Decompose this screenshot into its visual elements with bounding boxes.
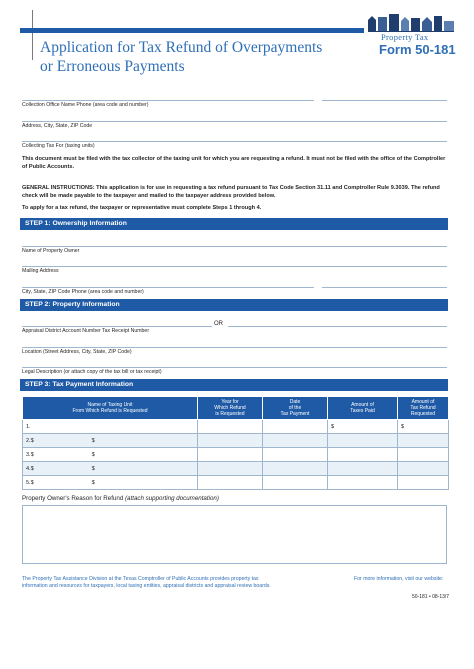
col-refund <box>398 397 449 420</box>
date-cell[interactable] <box>263 448 328 462</box>
table-row <box>23 448 449 462</box>
address-field[interactable] <box>22 121 447 122</box>
mailing-address-label: Mailing Address <box>22 268 59 274</box>
col-year <box>198 397 263 420</box>
refund-cell[interactable] <box>398 420 449 434</box>
form-number: Form 50-181 <box>379 42 456 57</box>
tax-receipt-field[interactable] <box>228 326 447 327</box>
currency-sign: $ <box>91 451 95 458</box>
taxing-unit-cell[interactable] <box>23 462 198 476</box>
header-bar <box>20 28 364 33</box>
collecting-tax-for-field[interactable] <box>22 141 447 142</box>
reason-label-note: (attach supporting documentation) <box>125 495 219 502</box>
currency-sign: $ <box>30 479 34 486</box>
taxing-unit-cell[interactable] <box>23 420 198 434</box>
currency-sign: $ <box>91 465 95 472</box>
reason-label-main: Property Owner's Reason for Refund <box>22 495 124 502</box>
date-cell[interactable] <box>263 462 328 476</box>
general-instructions <box>22 185 447 200</box>
table-row <box>23 420 449 434</box>
tax-payment-table <box>22 396 449 490</box>
collection-office-label: Collection Office Name Phone (area code and number) <box>22 102 149 108</box>
step2-header: STEP 2: Property Information <box>20 299 448 311</box>
currency-sign: $ <box>401 423 405 430</box>
year-cell[interactable] <box>198 462 263 476</box>
col-date-label: Date of the Tax Payment <box>280 399 310 417</box>
row-number: 5. <box>26 479 31 486</box>
refund-cell[interactable] <box>398 476 449 490</box>
step3-header: STEP 3: Tax Payment Information <box>20 379 448 391</box>
taxing-unit-cell[interactable] <box>23 476 198 490</box>
col-taxes-paid <box>328 397 398 420</box>
footer-description <box>22 576 271 590</box>
reason-textarea[interactable] <box>22 505 447 564</box>
currency-sign: $ <box>91 479 95 486</box>
taxes-paid-cell[interactable] <box>328 462 398 476</box>
form-title-line2: or Erroneous Payments <box>40 58 185 75</box>
location-field[interactable] <box>22 347 447 348</box>
legal-description-label: Legal Description (or attach copy of the tax bill or tax receipt) <box>22 369 162 375</box>
table-row <box>23 462 449 476</box>
account-number-label: Appraisal District Account Number Tax Receipt Number <box>22 328 150 334</box>
currency-sign: $ <box>91 437 95 444</box>
step1-header: STEP 1: Ownership Information <box>20 218 448 230</box>
skyline-logo-icon <box>368 12 454 32</box>
header-divider <box>32 10 33 60</box>
taxes-paid-cell[interactable] <box>328 420 398 434</box>
row-number: 2. <box>26 437 31 444</box>
form-category: Property Tax <box>381 32 429 42</box>
general-instructions-text: GENERAL INSTRUCTIONS: This application is for use in requesting a tax refund pursuant to Tax Code Section 31.11 and Comptroller Rule 9.3039. The refund check will be made payable to the taxpayer and mailed to the taxpayer address provided below. <box>22 185 440 199</box>
footer-line2: information and resources for taxpayers, local taxing entities, appraisal districts and appraisal review boards. <box>22 583 271 589</box>
taxing-unit-cell[interactable] <box>23 448 198 462</box>
mailing-address-field[interactable] <box>22 266 447 267</box>
taxes-paid-cell[interactable] <box>328 476 398 490</box>
legal-description-field[interactable] <box>22 367 447 368</box>
owner-name-label: Name of Property Owner <box>22 248 80 254</box>
currency-sign: $ <box>30 465 34 472</box>
currency-sign: $ <box>30 437 34 444</box>
year-cell[interactable] <box>198 448 263 462</box>
col-refund-label: Amount of Tax Refund Requested <box>410 399 436 417</box>
row-number: 4. <box>26 465 31 472</box>
filing-notice: This document must be filed with the tax collector of the taxing unit for which you are requesting a refund. It must not be filed with the office of the Comptroller of Public Accounts. <box>22 156 446 170</box>
owner-name-field[interactable] <box>22 246 447 247</box>
address-label: Address, City, State, ZIP Code <box>22 123 93 129</box>
currency-sign: $ <box>30 451 34 458</box>
taxes-paid-cell[interactable] <box>328 448 398 462</box>
footer-line1: The Property Tax Assistance Division at the Texas Comptroller of Public Accounts provides property tax <box>22 576 259 582</box>
table-row <box>23 476 449 490</box>
year-cell[interactable] <box>198 420 263 434</box>
form-code: 50-181 • 08-13/7 <box>412 594 450 600</box>
row-number: 3. <box>26 451 31 458</box>
year-cell[interactable] <box>198 434 263 448</box>
collection-office-field[interactable] <box>22 100 314 101</box>
location-label: Location (Street Address, City, State, ZIP Code) <box>22 349 132 355</box>
col-taxes-paid-label: Amount of Taxes Paid <box>350 402 375 414</box>
date-cell[interactable] <box>263 420 328 434</box>
col-date <box>263 397 328 420</box>
table-row <box>23 434 449 448</box>
footer-website-note: For more information, visit our website: <box>354 576 444 582</box>
collecting-tax-for-label: Collecting Tax For (taxing units) <box>22 143 95 149</box>
owner-city-field[interactable] <box>22 287 314 288</box>
apply-instructions: To apply for a tax refund, the taxpayer or representative must complete Steps 1 through 4. <box>22 205 262 211</box>
form-title-line1: Application for Tax Refund of Overpayments <box>40 39 323 56</box>
refund-cell[interactable] <box>398 434 449 448</box>
refund-cell[interactable] <box>398 448 449 462</box>
collection-phone-field[interactable] <box>322 100 447 101</box>
table-header-row <box>23 397 449 420</box>
date-cell[interactable] <box>263 476 328 490</box>
or-label: OR <box>214 321 223 327</box>
owner-phone-field[interactable] <box>322 287 447 288</box>
reason-label <box>22 495 219 502</box>
form-title <box>40 38 322 76</box>
year-cell[interactable] <box>198 476 263 490</box>
account-number-field[interactable] <box>22 326 212 327</box>
row-number: 1. <box>26 423 31 430</box>
refund-cell[interactable] <box>398 462 449 476</box>
date-cell[interactable] <box>263 434 328 448</box>
owner-city-label: City, State, ZIP Code Phone (area code and number) <box>22 289 144 295</box>
col-year-label: Year for Which Refund is Requested <box>214 399 246 417</box>
taxes-paid-cell[interactable] <box>328 434 398 448</box>
col-taxing-unit-label: Name of Taxing Unit From Which Refund is Requested <box>72 402 148 414</box>
taxing-unit-cell[interactable] <box>23 434 198 448</box>
currency-sign: $ <box>331 423 335 430</box>
col-taxing-unit <box>23 397 198 420</box>
